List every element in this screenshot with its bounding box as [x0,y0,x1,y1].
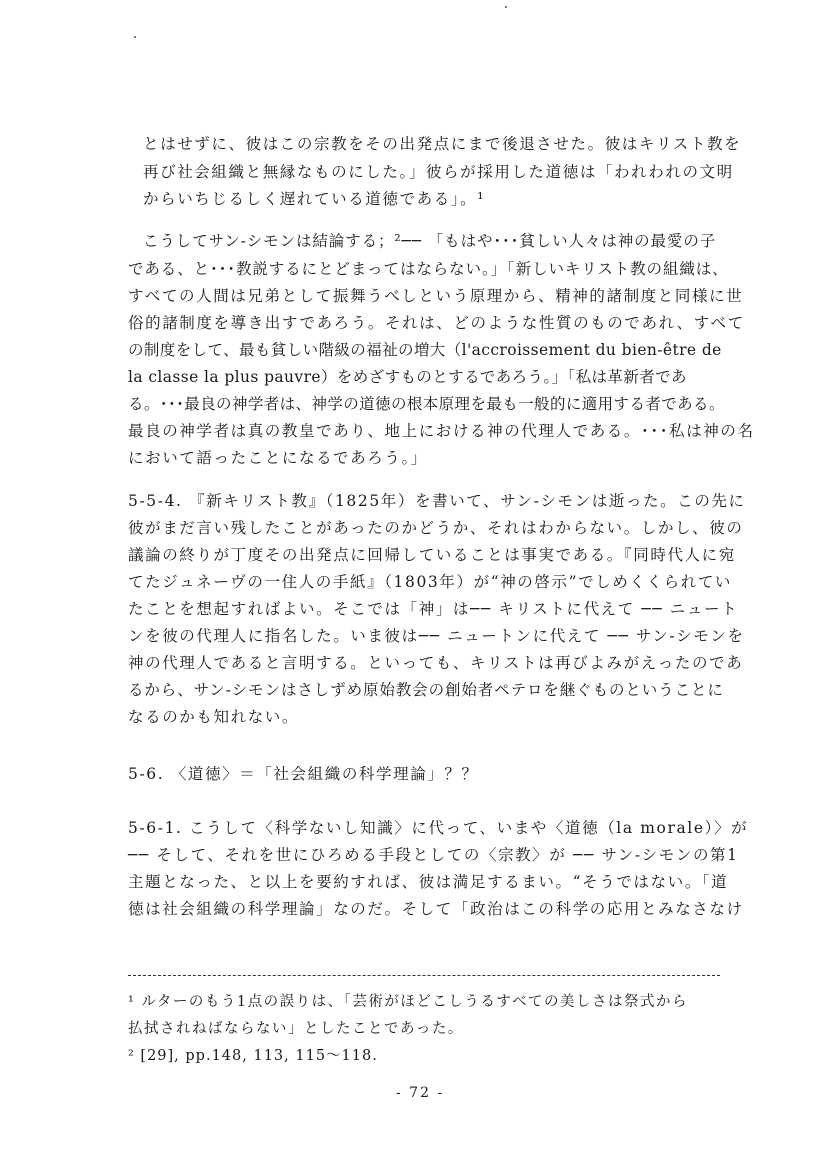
body-line: すべての人間は兄弟として振舞うべしという原理から、精神的諸制度と同様に世 [128,287,744,305]
body-line: てたジュネーヴの一住人の手紙』（1803年）が“神の啓示”でしめくくられてい [128,573,733,591]
body-line: 5-6-1. こうして〈科学ないし知識〉に代って、いまや〈道徳（la morale）〉が [128,819,749,837]
footnote: ¹ ルターのもう1点の誤りは、「芸術がほどこしうるすべての美しさは祭式から [128,994,689,1010]
body-line: 5-5-4. 『新キリスト教』（1825年）を書いて、サン-シモンは逝った。この先に [128,492,746,510]
body-line: 彼がまだ言い残したことがあったのかどうか、それはわからない。しかし、彼の [128,519,744,537]
body-line: 議論の終りが丁度その出発点に回帰していることは事実である。『同時代人に宛 [128,546,736,564]
footnote: 払拭されねばならない」としたことであった。 [128,1021,464,1037]
scan-speck [505,6,507,8]
body-line: の制度をして、最も貧しい階級の福祉の増大（l'accroissement du bien-être de [128,341,722,359]
footnote-divider [128,975,720,976]
body-line: 神の代理人であると言明する。といっても、キリストは再びよみがえったのであ [128,654,744,672]
page-number: - 72 - [396,1085,445,1101]
body-line: ンを彼の代理人に指名した。いま彼は── ニュートンに代えて ── サン-シモンを [128,627,745,645]
body-line: 徳は社会組織の科学理論」なのだ。そして「政治はこの科学の応用とみなさなけ [128,900,744,918]
body-line: ── そして、それを世にひろめる手段としての〈宗教〉が ── サン-シモンの第1 [128,846,739,864]
body-line: である、と･･･教説するにとどまってはならない。」「新しいキリスト教の組織は、 [128,260,729,278]
footnote: ² [29], pp.148, 113, 115～118. [128,1048,378,1064]
body-line: る。･･･最良の神学者は、神学の道徳の根本原理を最も一般的に適用する者である。 [128,395,725,413]
body-line: 最良の神学者は真の教皇であり、地上における神の代理人である。･･･私は神の名 [128,422,755,440]
body-line: からいちじるしく遅れている道徳である」。¹ [143,190,486,208]
body-line: たことを想起すればよい。そこでは「神」は── キリストに代えて ── ニュート [128,600,739,618]
body-line: 俗的諸制度を導き出すであろう。それは、どのような性質のものであれ、すべて [128,314,745,332]
body-line: るから、サン-シモンはさしずめ原始教会の創始者ペテロを継ぐものということに [128,681,724,699]
body-line: la classe la plus pauvre）をめざすものとするであろう。」「私は革新者であ [128,368,687,386]
body-line: こうしてサン-シモンは結論する；²── 「もはや･･･貧しい人々は神の最愛の子 [143,232,717,250]
body-line: なるのかも知れない。 [128,708,300,726]
body-line: 再び社会組織と無縁なものにした。」彼らが採用した道徳は「われわれの文明 [143,163,734,181]
scan-speck [134,36,136,38]
body-line: において語ったことになるであろう。」 [128,449,428,467]
body-line: とはせずに、彼はこの宗教をその出発点にまで後退させた。彼はキリスト教を [143,135,742,153]
section-heading: 5-6. 〈道徳〉＝「社会組織の科学理論」？？ [128,765,479,783]
body-line: 主題となった、と以上を要約すれば、彼は満足するまい。“そうではない。「道 [128,873,729,891]
